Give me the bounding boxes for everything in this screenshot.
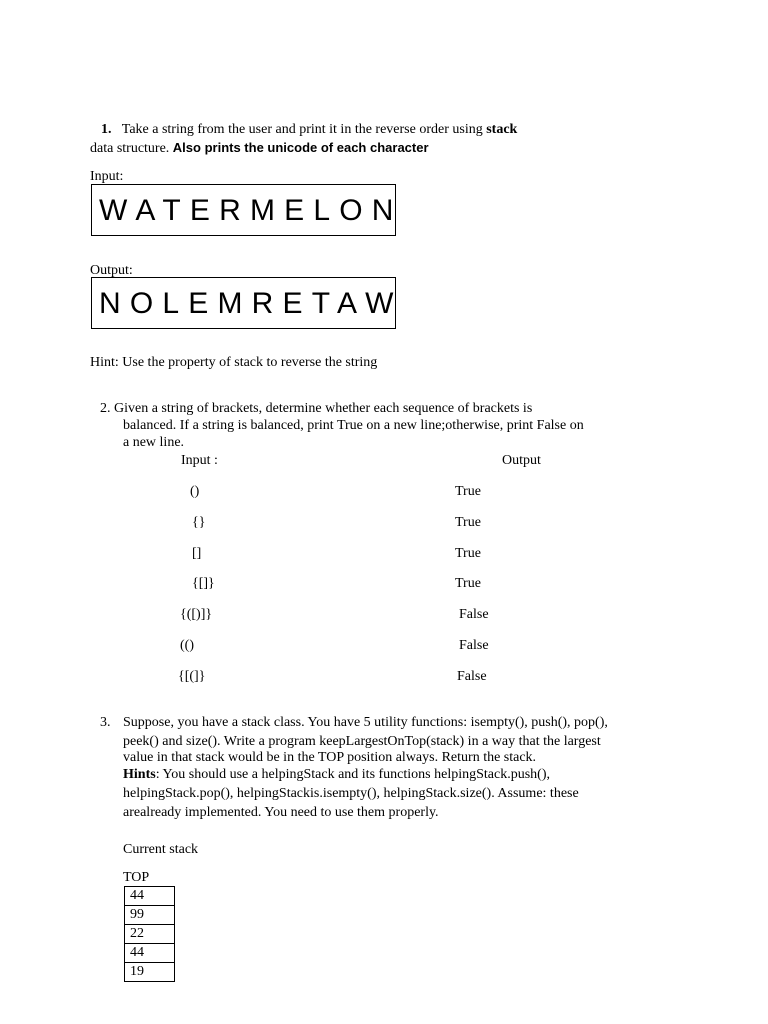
q2-row-input: {[]} (192, 576, 215, 591)
stack-cell: 44 (125, 887, 175, 906)
q1-input-value: WATERMELON (99, 194, 403, 227)
q2-row-input: {} (192, 515, 206, 530)
stack-row (125, 944, 175, 963)
q1-line1-text: Take a string from the user and print it in the reverse order using (121, 122, 483, 137)
q1-hint: Hint: Use the property of stack to reverse the string (90, 355, 378, 370)
q2-row-output: True (455, 515, 481, 530)
q3-line-1: Suppose, you have a stack class. You have 5 utility functions: isempty(), push(), pop(), (123, 715, 608, 730)
q3-line-4 (123, 766, 550, 783)
q3-line4-text: : You should use a helpingStack and its functions helpingStack.push(), (155, 767, 550, 782)
q2-row-output: False (457, 669, 487, 684)
q3-line-5: helpingStack.pop(), helpingStackis.isempty(), helpingStack.size(). Assume: these (123, 786, 579, 801)
q2-row-output: True (455, 546, 481, 561)
q3-number: 3. (100, 715, 111, 730)
q3-hints-label: Hints (123, 767, 156, 782)
q1-line1-bold: stack (486, 122, 518, 137)
stack-cell: 22 (125, 925, 175, 944)
q2-line-2: balanced. If a string is balanced, print True on a new line;otherwise, print False on (123, 418, 584, 433)
q2-row-output: True (455, 576, 481, 591)
q3-line-6: arealready implemented. You need to use them properly. (123, 805, 439, 820)
q1-number: 1. (101, 122, 112, 137)
stack-row (125, 887, 175, 906)
stack-table (124, 886, 175, 982)
q1-line2-text: data structure. (90, 141, 170, 156)
q3-line-3: value in that stack would be in the TOP position always. Return the stack. (123, 750, 537, 765)
q3-line-2: peek() and size(). Write a program keepLargestOnTop(stack) in a way that the largest (123, 734, 601, 749)
stack-cell: 19 (125, 963, 175, 982)
stack-row (125, 906, 175, 925)
stack-row (125, 963, 175, 982)
q1-line2-bold: Also prints the unicode of each character (172, 140, 429, 155)
q1-output-label: Output: (90, 263, 133, 278)
q1-output-box (91, 277, 403, 329)
q2-row-input: () (190, 484, 200, 499)
q1-output-value: NOLEMRETAW (99, 287, 403, 320)
q1-line-1 (101, 121, 517, 138)
stack-row (125, 925, 175, 944)
q1-input-box (91, 184, 403, 236)
q2-output-header: Output (502, 453, 541, 468)
q2-row-output: False (459, 607, 489, 622)
stack-cell: 99 (125, 906, 175, 925)
q3-current-stack-label: Current stack (123, 842, 199, 857)
q2-input-header: Input : (181, 453, 218, 468)
q2-row-output: False (459, 638, 489, 653)
stack-cell: 44 (125, 944, 175, 963)
q2-line-3: a new line. (123, 435, 185, 450)
q1-input-label: Input: (90, 169, 124, 184)
q1-line-2 (90, 139, 429, 157)
q2-row-input: (() (180, 638, 194, 653)
q2-row-input: {([)]} (180, 607, 213, 622)
q3-top-label: TOP (123, 870, 150, 885)
q2-row-output: True (455, 484, 481, 499)
q2-row-input: {[(]} (178, 669, 206, 684)
q2-line-1: 2. Given a string of brackets, determine whether each sequence of brackets is (100, 401, 533, 416)
q2-row-input: [] (192, 546, 202, 561)
